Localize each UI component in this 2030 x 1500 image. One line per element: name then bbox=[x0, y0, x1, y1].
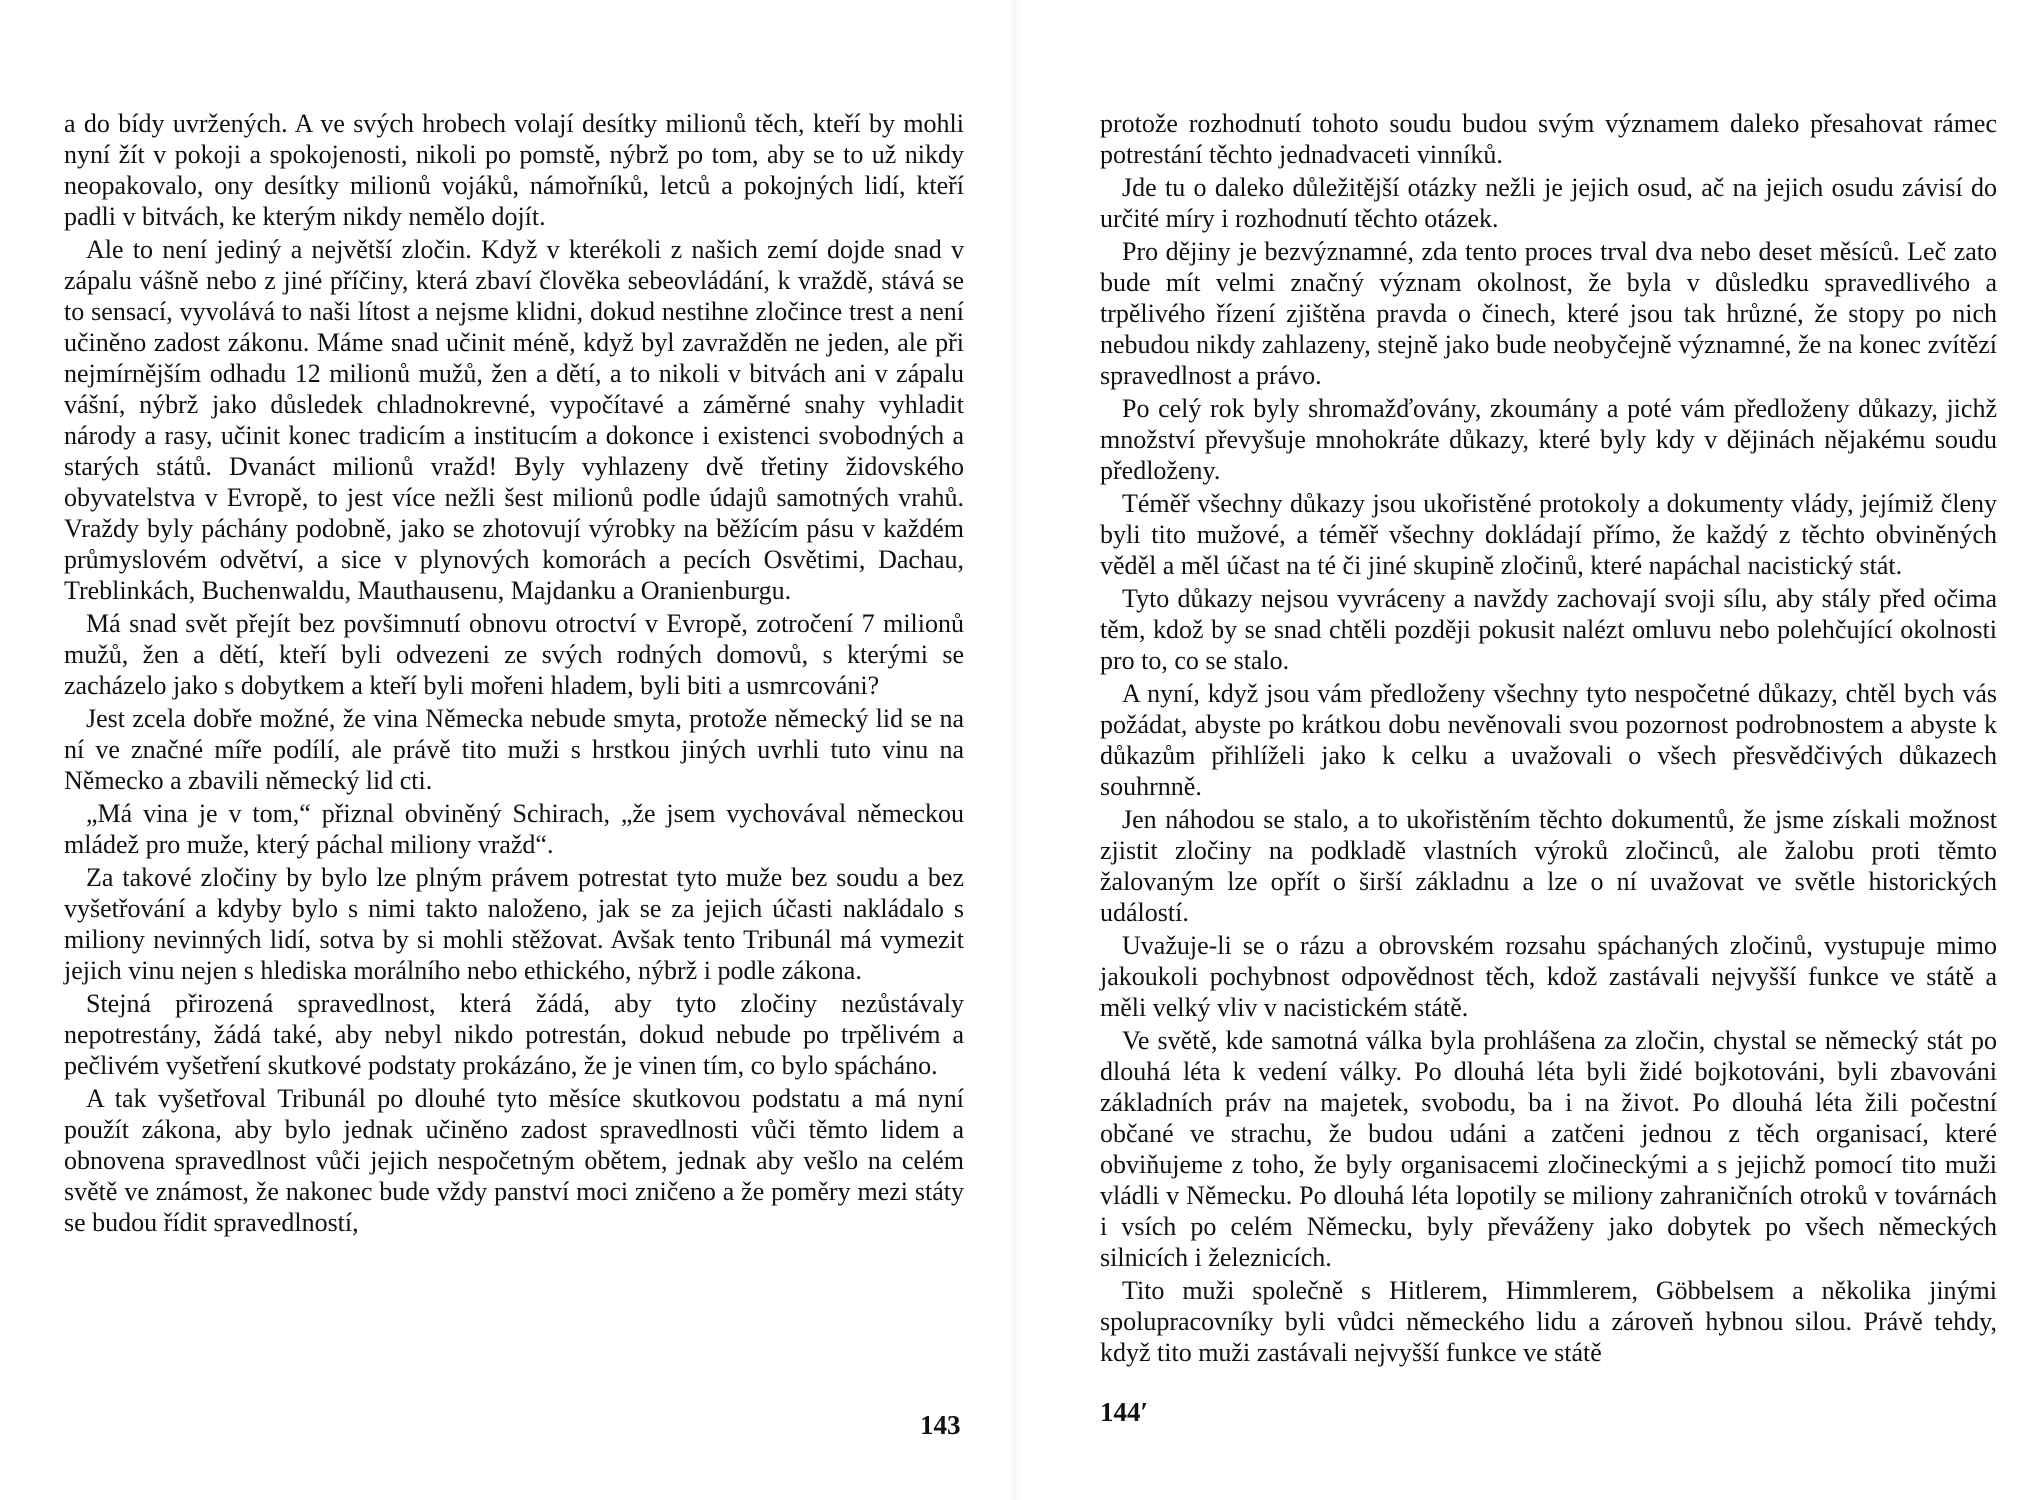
page-number: 144′ bbox=[1100, 1397, 1149, 1427]
paragraph: A nyní, když jsou vám předloženy všechny tyto nespočetné důkazy, chtěl bych vás požádat, abyste po krátkou dobu nevěnovali svou pozornost podrobnostem a abyste k důkazům přihlíželi jako k celku a uvažovali o všech přesvědčivých důkazech souhrnně. bbox=[1100, 679, 1997, 801]
paragraph: „Má vina je v tom,“ přiznal obviněný Schirach, „že jsem vychovával německou mládež pro muže, který páchal miliony vražd“. bbox=[64, 799, 964, 859]
paragraph: Tyto důkazy nejsou vyvráceny a navždy zachovají svoji sílu, aby stály před očima těm, kdož by se snad chtěli později pokusit nalézt omluvu nebo polehčující okolnosti pro to, co se stalo. bbox=[1100, 584, 1997, 675]
page-number: 143 bbox=[920, 1410, 961, 1440]
paragraph: Stejná přirozená spravedlnost, která žádá, aby tyto zločiny nezůstávaly nepotrestány, žádá také, aby nebyl nikdo potrestán, dokud nebude po trpělivém a pečlivém vyšetření skutkové podstaty prokázáno, že je vinen tím, co bylo spácháno. bbox=[64, 989, 964, 1080]
paragraph: Jest zcela dobře možné, že vina Německa nebude smyta, protože německý lid se na ní ve značné míře podílí, ale právě tito muži s hrstkou jiných uvrhli tuto vinu na Německo a zbavili německý lid cti. bbox=[64, 704, 964, 795]
paragraph: Má snad svět přejít bez povšimnutí obnovu otroctví v Evropě, zotročení 7 milionů mužů, žen a dětí, kteří byli odvezeni ze svých rodných domovů, s kterými se zacházelo jako s dobytkem a kteří byli mořeni hladem, byli biti a usmrcováni? bbox=[64, 609, 964, 700]
paragraph: Ve světě, kde samotná válka byla prohlášena za zločin, chystal se německý stát po dlouhá léta k vedení války. Po dlouhá léta byli židé bojkotováni, byli zbavováni základních práv na majetek, svobodu, ba i na život. Po dlouhá léta žili počestní občané ve strachu, že budou udáni a zatčeni jednou z těch organisací, které obviňujeme z toho, že byly organisacemi zločineckými a s jejichž pomocí tito muži vládli v Německu. Po dlouhá léta lopotily se miliony zahraničních otroků v továrnách i vsích po celém Německu, byly převáženy jako dobytek po všech německých silnicích i železnicích. bbox=[1100, 1026, 1997, 1272]
paragraph: Jde tu o daleko důležitější otázky nežli je jejich osud, ač na jejich osudu závisí do určité míry i rozhodnutí těchto otázek. bbox=[1100, 173, 1997, 233]
paragraph: Jen náhodou se stalo, a to ukořistěním těchto dokumentů, že jsme získali možnost zjistit zločiny na podkladě vlastních výroků zločinců, ale žalobu proti těmto žalovaným lze opřít o širší základnu a lze o ní uvažovat ve světle historických událostí. bbox=[1100, 805, 1997, 927]
paragraph: Po celý rok byly shromažďovány, zkoumány a poté vám předloženy důkazy, jichž množství převyšuje mnohokráte důkazy, které byly kdy v dějinách nějakému soudu předloženy. bbox=[1100, 394, 1997, 485]
paragraph: protože rozhodnutí tohoto soudu budou svým významem daleko přesahovat rámec potrestání těchto jednadvaceti vinníků. bbox=[1100, 109, 1997, 169]
paragraph: a do bídy uvržených. A ve svých hrobech volají desítky milionů těch, kteří by mohli nyní žít v pokoji a spokojenosti, nikoli po pomstě, nýbrž po tom, aby se to už nikdy neopakovalo, ony desítky milionů vojáků, námořníků, letců a pokojných lidí, kteří padli v bitvách, ke kterým nikdy nemělo dojít. bbox=[64, 109, 964, 231]
paragraph: Ale to není jediný a největší zločin. Když v kterékoli z našich zemí dojde snad v zápalu vášně nebo z jiné příčiny, která zbaví člověka sebeovládání, k vraždě, stává se to sensací, vyvolává to naši lítost a nejsme klidni, dokud nestihne zločince trest a není učiněno zadost zákonu. Máme snad učinit méně, když byl zavražděn ne jeden, ale při nejmírnějším odhadu 12 milionů mužů, žen a dětí, a to nikoli v bitvách ani v zápalu vášní, nýbrž jako důsledek chladnokrevné, vypočítavé a záměrné snahy vyhladit národy a rasy, učinit konec tradicím a institucím a dokonce i existenci svobodných a starých států. Dvanáct milionů vražd! Byly vyhlazeny dvě třetiny židovského obyvatelstva v Evropě, to jest více nežli šest milionů podle údajů samotných vrahů. Vraždy byly páchány podobně, jako se zhotovují výrobky na běžícím pásu v každém průmyslovém odvětví, a sice v plynových komorách a pecích Osvětimi, Dachau, Treblinkách, Buchenwaldu, Mauthausenu, Majdanku a Oranienburgu. bbox=[64, 235, 964, 605]
paragraph: Za takové zločiny by bylo lze plným právem potrestat tyto muže bez soudu a bez vyšetřování a kdyby bylo s nimi takto naloženo, jak se za jejich účasti nakládalo s miliony nevinných lidí, sotva by si mohli stěžovat. Avšak tento Tribunál má vymezit jejich vinu nejen s hlediska morálního nebo ethického, nýbrž i podle zákona. bbox=[64, 863, 964, 985]
paragraph: Tito muži společně s Hitlerem, Himmlerem, Göbbelsem a několika jinými spolupracovníky byli vůdci německého lidu a zároveň hybnou silou. Právě tehdy, když tito muži zastávali nejvyšší funkce ve státě bbox=[1100, 1276, 1997, 1367]
left-page-text bbox=[64, 108, 964, 1238]
right-page-text bbox=[1100, 108, 1997, 1368]
paragraph: Téměř všechny důkazy jsou ukořistěné protokoly a dokumenty vlády, jejímiž členy byli tito mužové, a téměř všechny dokládají přímo, že každý z těchto obviněných věděl a měl účast na té či jiné skupině zločinů, které napáchal nacistický stát. bbox=[1100, 489, 1997, 580]
paragraph: Uvažuje-li se o rázu a obrovském rozsahu spáchaných zločinů, vystupuje mimo jakoukoli pochybnost odpovědnost těch, kdož zastávali nejvyšší funkce ve státě a měli velký vliv v nacistickém státě. bbox=[1100, 931, 1997, 1022]
right-page bbox=[1015, 0, 2030, 1500]
paragraph: Pro dějiny je bezvýznamné, zda tento proces trval dva nebo deset měsíců. Leč zato bude mít velmi značný význam okolnost, že byla v důsledku spravedlivého a trpělivého řízení zjištěna pravda o činech, které jsou tak hrůzné, že stopy po nich nebudou nikdy zahlazeny, stejně jako bude neobyčejně významné, že na konec zvítězí spravedlnost a právo. bbox=[1100, 237, 1997, 390]
paragraph: A tak vyšetřoval Tribunál po dlouhé tyto měsíce skutkovou podstatu a má nyní použít zákona, aby bylo jednak učiněno zadost spravedlnosti vůči těmto lidem a obnovena spravedlnost vůči jejich nespočetným obětem, jednak aby vešlo na celém světě ve známost, že nakonec bude vždy panství moci zničeno a že poměry mezi státy se budou řídit spravedlností, bbox=[64, 1084, 964, 1237]
